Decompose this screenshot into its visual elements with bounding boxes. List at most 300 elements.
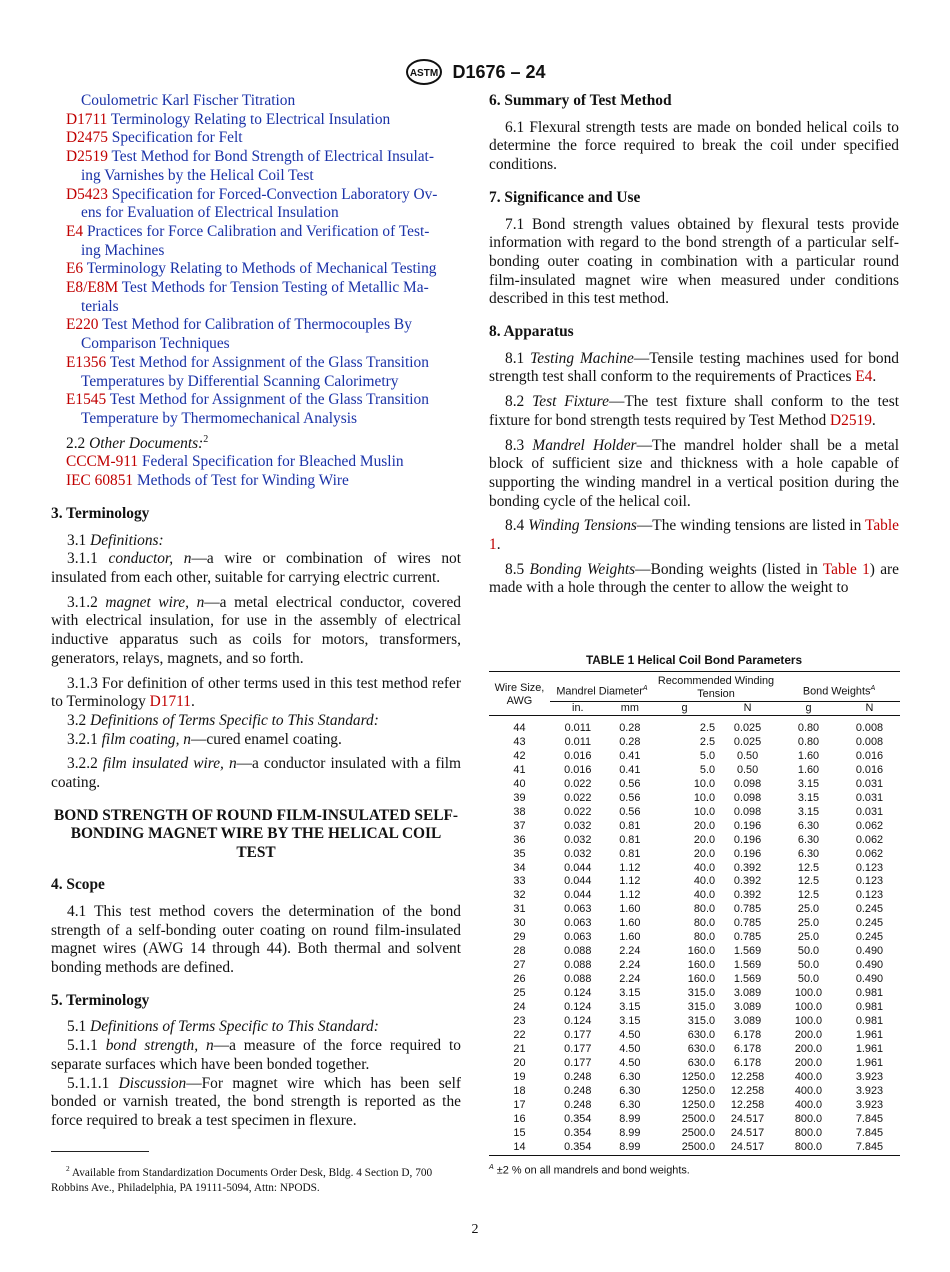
cell-awg: 16 bbox=[513, 1112, 526, 1125]
cell-awg: 38 bbox=[513, 805, 526, 818]
cell-tension-g: 5.0 bbox=[699, 763, 716, 776]
table-row bbox=[489, 1015, 900, 1029]
other-document-code-link[interactable]: CCCM-911 bbox=[66, 453, 139, 471]
table-row bbox=[489, 1071, 900, 1085]
svg-text:ASTM: ASTM bbox=[410, 68, 439, 79]
cell-tension-n: 0.50 bbox=[736, 749, 759, 762]
cell-bond-n: 0.016 bbox=[855, 749, 884, 762]
table-row bbox=[489, 716, 900, 736]
cell-tension-g: 630.0 bbox=[687, 1056, 716, 1069]
cell-mandrel-in: 0.022 bbox=[564, 805, 592, 818]
reference-code-link[interactable]: E8/E8M bbox=[66, 279, 119, 297]
definition-film-coating: 3.2.1 film coating, n—cured enamel coating. bbox=[67, 730, 342, 748]
cell-mandrel-mm: 1.12 bbox=[619, 875, 641, 888]
cell-tension-n: 3.089 bbox=[733, 1001, 762, 1014]
cell-mandrel-in: 0.063 bbox=[564, 903, 592, 916]
cell-tension-g: 2.5 bbox=[699, 735, 716, 748]
cell-bond-n: 0.123 bbox=[855, 861, 884, 874]
cell-mandrel-mm: 3.15 bbox=[619, 1015, 641, 1028]
table-row bbox=[489, 778, 900, 792]
cell-awg: 37 bbox=[513, 819, 526, 832]
cell-tension-g: 20.0 bbox=[693, 833, 716, 846]
cell-mandrel-in: 0.032 bbox=[564, 847, 592, 860]
cell-awg: 40 bbox=[513, 777, 526, 790]
cell-mandrel-in: 0.011 bbox=[564, 735, 592, 748]
cell-tension-g: 80.0 bbox=[693, 903, 716, 916]
reference-code-link[interactable]: D1711 bbox=[66, 110, 108, 128]
cell-tension-n: 1.569 bbox=[733, 945, 762, 958]
cell-tension-g: 160.0 bbox=[687, 959, 716, 972]
cell-tension-g: 40.0 bbox=[693, 875, 716, 888]
cell-bond-g: 1.60 bbox=[797, 763, 820, 776]
reference-item bbox=[51, 223, 461, 242]
discussion-5-1-1-1: 5.1.1.1 Discussion—For magnet wire which has been self bonded or varnish treated, the bond strength is reported as the force required to break a test specimen in flexure. bbox=[51, 1074, 461, 1129]
cell-bond-g: 100.0 bbox=[794, 1001, 823, 1014]
cell-tension-g: 315.0 bbox=[687, 1001, 716, 1014]
cell-bond-g: 400.0 bbox=[794, 1084, 823, 1097]
definition-film-insulated-wire: 3.2.2 film insulated wire, n—a conductor insulated with a film coating. bbox=[51, 755, 461, 792]
cell-bond-n: 0.490 bbox=[855, 959, 884, 972]
cell-tension-n: 1.569 bbox=[733, 973, 762, 986]
cell-tension-n: 0.098 bbox=[733, 791, 762, 804]
link-d1711[interactable]: D1711 bbox=[149, 693, 191, 711]
col-header-bond-weights: Bond Weights$^A$ bbox=[778, 672, 900, 702]
cell-tension-g: 315.0 bbox=[687, 987, 716, 1000]
cell-tension-n: 12.258 bbox=[730, 1098, 765, 1111]
cell-bond-g: 25.0 bbox=[797, 917, 820, 930]
cell-awg: 26 bbox=[513, 973, 526, 986]
cell-bond-n: 0.245 bbox=[855, 903, 884, 916]
section-6-1: 6.1 Flexural strength tests are made on bonded helical coils to determine the force required to break the coil under specified conditions. bbox=[489, 118, 899, 174]
cell-awg: 25 bbox=[513, 987, 526, 1000]
cell-bond-n: 7.845 bbox=[855, 1126, 884, 1139]
table-title: TABLE 1 Helical Coil Bond Parameters bbox=[585, 653, 803, 667]
cell-mandrel-in: 0.177 bbox=[564, 1028, 592, 1041]
cell-tension-n: 24.517 bbox=[730, 1140, 765, 1153]
other-document-title: Federal Specification for Bleached Muslin bbox=[141, 453, 404, 471]
col-header-tension: Recommended Winding Tension bbox=[654, 672, 778, 702]
reference-code-link[interactable]: E1356 bbox=[66, 353, 107, 371]
cell-mandrel-mm: 3.15 bbox=[619, 987, 641, 1000]
cell-bond-n: 3.923 bbox=[855, 1098, 884, 1111]
cell-awg: 19 bbox=[513, 1070, 526, 1083]
cell-awg: 21 bbox=[513, 1042, 526, 1055]
cell-bond-g: 800.0 bbox=[794, 1126, 823, 1139]
reference-title-continued: Temperatures by Differential Scanning Calorimetry bbox=[81, 372, 399, 390]
cell-bond-n: 0.123 bbox=[855, 889, 884, 902]
cell-tension-n: 0.025 bbox=[733, 722, 762, 734]
cell-awg: 30 bbox=[513, 917, 526, 930]
cell-tension-n: 0.392 bbox=[733, 889, 762, 902]
cell-mandrel-in: 0.088 bbox=[564, 959, 592, 972]
cell-mandrel-in: 0.022 bbox=[564, 777, 592, 790]
cell-bond-n: 0.981 bbox=[855, 1001, 884, 1014]
cell-tension-n: 3.089 bbox=[733, 1015, 762, 1028]
cell-mandrel-in: 0.354 bbox=[564, 1112, 592, 1125]
cell-tension-g: 160.0 bbox=[687, 945, 716, 958]
reference-code-link[interactable]: D5423 bbox=[66, 185, 108, 203]
cell-awg: 14 bbox=[513, 1140, 526, 1153]
section-3-2: 3.2 Definitions of Terms Specific to This Standard: bbox=[67, 711, 379, 729]
cell-bond-g: 25.0 bbox=[797, 931, 820, 944]
table-row bbox=[489, 1141, 900, 1155]
cell-tension-g: 315.0 bbox=[687, 1015, 716, 1028]
reference-code-link[interactable]: E1545 bbox=[66, 391, 107, 409]
cell-bond-n: 0.490 bbox=[855, 945, 884, 958]
footnote-2: $^2$ Available from Standardization Documents Order Desk, Bldg. 4 Section D, 700 Robbins Ave., Philadelphia, PA 19111-5094, Attn: NPODS. bbox=[51, 1164, 433, 1194]
table-row bbox=[489, 1043, 900, 1057]
other-documents-list bbox=[51, 453, 461, 490]
cell-awg: 34 bbox=[513, 861, 526, 874]
reference-item bbox=[51, 316, 461, 335]
right-column bbox=[489, 92, 899, 604]
definition-bond-strength: 5.1.1 bond strength, n—a measure of the force required to separate surfaces which have been bonded together. bbox=[51, 1037, 461, 1073]
section-3-heading: 3. Terminology bbox=[51, 504, 150, 522]
cell-bond-g: 50.0 bbox=[797, 959, 820, 972]
table-row bbox=[489, 1085, 900, 1099]
cell-tension-n: 0.785 bbox=[733, 931, 762, 944]
cell-awg: 22 bbox=[513, 1028, 526, 1041]
cell-tension-n: 6.178 bbox=[733, 1042, 762, 1055]
reference-code-link[interactable]: E220 bbox=[66, 316, 99, 334]
link-e4[interactable]: E4 bbox=[855, 368, 873, 386]
cell-awg: 15 bbox=[513, 1126, 526, 1139]
cell-tension-g: 1250.0 bbox=[681, 1098, 716, 1111]
cell-tension-g: 630.0 bbox=[687, 1028, 716, 1041]
cell-mandrel-mm: 8.99 bbox=[619, 1112, 641, 1125]
cell-bond-g: 6.30 bbox=[797, 819, 820, 832]
reference-title-continued: ing Varnishes by the Helical Coil Test bbox=[81, 166, 314, 184]
cell-tension-g: 40.0 bbox=[693, 889, 716, 902]
cell-awg: 18 bbox=[513, 1084, 526, 1097]
cell-mandrel-in: 0.044 bbox=[564, 861, 592, 874]
other-document-code-link[interactable]: IEC 60851 bbox=[66, 472, 134, 490]
reference-title: Test Method for Bond Strength of Electrical Insulat- bbox=[111, 148, 434, 166]
table-row bbox=[489, 806, 900, 820]
table-row bbox=[489, 917, 900, 931]
cell-mandrel-in: 0.354 bbox=[564, 1140, 592, 1153]
reference-title: Test Method for Calibration of Thermocouples By bbox=[102, 316, 412, 334]
table-row bbox=[489, 750, 900, 764]
other-document-title: Methods of Test for Winding Wire bbox=[136, 472, 349, 490]
link-table-1[interactable]: Table 1 bbox=[822, 560, 870, 578]
cell-mandrel-in: 0.177 bbox=[564, 1042, 592, 1055]
link-d2519[interactable]: D2519 bbox=[830, 411, 872, 429]
reference-title-continued: Comparison Techniques bbox=[81, 335, 230, 353]
definition-conductor: 3.1.1 conductor, n—a wire or combination of wires not insulated from each other, suitable for carrying electric current. bbox=[51, 550, 461, 586]
cell-bond-g: 100.0 bbox=[794, 1015, 823, 1028]
section-8-1: 8.1 Testing Machine—Tensile testing machines used for bond strength test shall conform to the requirements of Practices E4. bbox=[489, 349, 899, 386]
cell-tension-n: 12.258 bbox=[730, 1070, 765, 1083]
cell-mandrel-mm: 4.50 bbox=[619, 1042, 641, 1055]
reference-item bbox=[51, 129, 461, 148]
section-8-2: 8.2 Test Fixture—The test fixture shall conform to the test fixture for bond strength tests required by Test Method D2519. bbox=[489, 393, 899, 429]
table-row bbox=[489, 1029, 900, 1043]
section-2-2: 2.2 Other Documents:$^2$ bbox=[66, 433, 209, 452]
cell-bond-n: 0.062 bbox=[855, 833, 884, 846]
table-row bbox=[489, 1113, 900, 1127]
cell-tension-n: 0.025 bbox=[733, 735, 762, 748]
cell-mandrel-mm: 0.41 bbox=[619, 749, 641, 762]
cell-mandrel-in: 0.032 bbox=[564, 833, 592, 846]
cell-bond-n: 3.923 bbox=[855, 1070, 884, 1083]
cell-mandrel-in: 0.022 bbox=[564, 791, 592, 804]
cell-tension-g: 20.0 bbox=[693, 847, 716, 860]
unit-n: N bbox=[743, 702, 752, 714]
reference-title: Coulometric Karl Fischer Titration bbox=[81, 92, 296, 109]
cell-bond-g: 3.15 bbox=[797, 777, 820, 790]
cell-mandrel-mm: 0.81 bbox=[619, 847, 641, 860]
reference-title: Terminology Relating to Methods of Mechanical Testing bbox=[86, 260, 437, 278]
cell-mandrel-mm: 8.99 bbox=[619, 1140, 641, 1153]
cell-tension-g: 10.0 bbox=[693, 805, 716, 818]
section-8-5: 8.5 Bonding Weights—Bonding weights (listed in Table 1) are made with a hole through the center to allow the weight to bbox=[489, 560, 899, 597]
cell-mandrel-mm: 0.41 bbox=[619, 763, 641, 776]
cell-bond-n: 0.981 bbox=[855, 1015, 884, 1028]
table-row bbox=[489, 736, 900, 750]
cell-tension-g: 10.0 bbox=[693, 791, 716, 804]
reference-title-continued: terials bbox=[81, 297, 119, 315]
reference-item bbox=[51, 92, 461, 111]
reference-title: Specification for Felt bbox=[111, 129, 243, 147]
section-8-3: 8.3 Mandrel Holder—The mandrel holder shall be a metal block of sufficient size and thickness with a hole capable of supporting the winding mandrel in a vertical position during the bonding cycle of the helical coil. bbox=[489, 436, 899, 510]
cell-mandrel-mm: 8.99 bbox=[619, 1126, 641, 1139]
cell-tension-g: 5.0 bbox=[699, 749, 716, 762]
cell-tension-g: 2.5 bbox=[699, 722, 716, 734]
cell-mandrel-in: 0.248 bbox=[564, 1084, 592, 1097]
cell-bond-n: 0.008 bbox=[855, 722, 884, 734]
table-row bbox=[489, 1057, 900, 1071]
cell-mandrel-in: 0.248 bbox=[564, 1070, 592, 1083]
cell-mandrel-in: 0.124 bbox=[564, 987, 592, 1000]
cell-bond-n: 0.245 bbox=[855, 917, 884, 930]
cell-mandrel-mm: 6.30 bbox=[619, 1084, 641, 1097]
cell-bond-g: 3.15 bbox=[797, 791, 820, 804]
cell-bond-n: 1.961 bbox=[855, 1042, 884, 1055]
reference-title: Test Method for Assignment of the Glass Transition bbox=[109, 353, 429, 371]
section-7-1: 7.1 Bond strength values obtained by flexural tests provide information with regard to the bond strength of a particular self-bonding outer coating in combination with a particular round film-insulated magnet wire when measured under conditions described in this test method. bbox=[489, 215, 899, 308]
cell-tension-g: 10.0 bbox=[693, 777, 716, 790]
cell-awg: 29 bbox=[513, 931, 526, 944]
cell-tension-n: 0.098 bbox=[733, 777, 762, 790]
cell-mandrel-in: 0.032 bbox=[564, 819, 592, 832]
cell-bond-g: 12.5 bbox=[797, 875, 820, 888]
table-row bbox=[489, 1127, 900, 1141]
link-table-1[interactable]: Table 1 bbox=[489, 517, 899, 554]
cell-bond-n: 0.062 bbox=[855, 819, 884, 832]
reference-title: Practices for Force Calibration and Verification of Test- bbox=[86, 222, 430, 240]
definition-magnet-wire: 3.1.2 magnet wire, n—a metal electrical conductor, covered with electrical insulation, for use in the assembly of electrical inductive apparatus such as coils for motors, transformers, generators, relays, magnets, and so forth. bbox=[51, 593, 461, 667]
cell-bond-g: 0.80 bbox=[797, 722, 820, 734]
cell-tension-g: 40.0 bbox=[693, 861, 716, 874]
reference-code-link[interactable]: E6 bbox=[66, 260, 84, 278]
table-body bbox=[489, 716, 900, 1156]
cell-tension-n: 0.098 bbox=[733, 805, 762, 818]
cell-bond-g: 200.0 bbox=[794, 1042, 823, 1055]
cell-awg: 28 bbox=[513, 945, 526, 958]
cell-tension-n: 24.517 bbox=[730, 1126, 765, 1139]
reference-title: Specification for Forced-Convection Laboratory Ov- bbox=[111, 185, 438, 203]
cell-bond-g: 50.0 bbox=[797, 945, 820, 958]
cell-bond-n: 0.123 bbox=[855, 875, 884, 888]
cell-bond-n: 7.845 bbox=[855, 1112, 884, 1125]
cell-bond-n: 0.031 bbox=[855, 777, 884, 790]
cell-mandrel-in: 0.248 bbox=[564, 1098, 592, 1111]
cell-awg: 33 bbox=[513, 875, 526, 888]
cell-bond-g: 6.30 bbox=[797, 847, 820, 860]
cell-awg: 41 bbox=[513, 763, 526, 776]
cell-bond-g: 1.60 bbox=[797, 749, 820, 762]
cell-mandrel-in: 0.011 bbox=[564, 722, 592, 734]
unit-in: in. bbox=[572, 702, 584, 714]
reference-code-link[interactable]: D2519 bbox=[66, 148, 108, 166]
col-header-wire-size: Wire Size, AWG bbox=[494, 682, 545, 707]
cell-mandrel-in: 0.063 bbox=[564, 917, 592, 930]
cell-mandrel-mm: 0.28 bbox=[619, 735, 641, 748]
section-5-heading: 5. Terminology bbox=[51, 991, 150, 1009]
document-designation: D1676 – 24 bbox=[452, 61, 546, 82]
cell-mandrel-in: 0.016 bbox=[564, 763, 592, 776]
cell-bond-g: 6.30 bbox=[797, 833, 820, 846]
table-row bbox=[489, 792, 900, 806]
section-3-1-3: 3.1.3 For definition of other terms used in this test method refer to Terminology D1711. bbox=[51, 674, 461, 711]
cell-tension-n: 12.258 bbox=[730, 1084, 765, 1097]
cell-awg: 42 bbox=[513, 749, 526, 762]
cell-tension-n: 0.50 bbox=[736, 763, 759, 776]
cell-mandrel-mm: 1.60 bbox=[619, 903, 641, 916]
section-7-heading: 7. Significance and Use bbox=[489, 188, 641, 206]
cell-bond-g: 25.0 bbox=[797, 903, 820, 916]
unit-mm: mm bbox=[620, 702, 639, 714]
col-header-mandrel: Mandrel Diameter$^A$ bbox=[550, 672, 654, 702]
cell-bond-n: 1.961 bbox=[855, 1028, 884, 1041]
reference-item bbox=[51, 260, 461, 279]
cell-mandrel-mm: 4.50 bbox=[619, 1056, 641, 1069]
cell-bond-g: 12.5 bbox=[797, 889, 820, 902]
table-row bbox=[489, 973, 900, 987]
cell-bond-n: 0.490 bbox=[855, 973, 884, 986]
cell-mandrel-mm: 0.28 bbox=[619, 722, 641, 734]
section-5-1: 5.1 Definitions of Terms Specific to This Standard: bbox=[67, 1018, 379, 1036]
section-6-heading: 6. Summary of Test Method bbox=[489, 92, 672, 109]
cell-tension-g: 1250.0 bbox=[681, 1084, 716, 1097]
reference-item bbox=[51, 279, 461, 298]
section-4-heading: 4. Scope bbox=[51, 876, 105, 894]
cell-bond-g: 400.0 bbox=[794, 1098, 823, 1111]
cell-tension-g: 2500.0 bbox=[681, 1112, 716, 1125]
cell-bond-g: 100.0 bbox=[794, 987, 823, 1000]
page-number: 2 bbox=[471, 1222, 479, 1237]
table-row bbox=[489, 875, 900, 889]
cell-mandrel-in: 0.063 bbox=[564, 931, 592, 944]
cell-tension-g: 80.0 bbox=[693, 917, 716, 930]
cell-awg: 23 bbox=[513, 1015, 526, 1028]
page-header bbox=[0, 58, 950, 86]
cell-mandrel-mm: 6.30 bbox=[619, 1098, 641, 1111]
cell-mandrel-mm: 3.15 bbox=[619, 1001, 641, 1014]
unit-n: N bbox=[865, 702, 874, 714]
cell-mandrel-mm: 1.12 bbox=[619, 889, 641, 902]
cell-tension-n: 0.392 bbox=[733, 875, 762, 888]
cell-awg: 27 bbox=[513, 959, 526, 972]
cell-tension-g: 630.0 bbox=[687, 1042, 716, 1055]
cell-bond-n: 0.016 bbox=[855, 763, 884, 776]
table-row bbox=[489, 959, 900, 973]
reference-code-link[interactable]: D2475 bbox=[66, 129, 108, 147]
cell-tension-g: 160.0 bbox=[687, 973, 716, 986]
cell-tension-n: 6.178 bbox=[733, 1028, 762, 1041]
reference-item bbox=[51, 354, 461, 373]
cell-mandrel-in: 0.354 bbox=[564, 1126, 592, 1139]
reference-title-continued: ing Machines bbox=[81, 241, 165, 259]
table-row bbox=[489, 903, 900, 917]
cell-tension-n: 24.517 bbox=[730, 1112, 765, 1125]
cell-awg: 24 bbox=[513, 1001, 526, 1014]
cell-bond-n: 3.923 bbox=[855, 1084, 884, 1097]
cell-tension-n: 1.569 bbox=[733, 959, 762, 972]
cell-mandrel-in: 0.088 bbox=[564, 973, 592, 986]
cell-tension-g: 20.0 bbox=[693, 819, 716, 832]
table-row bbox=[489, 848, 900, 862]
section-8-4: 8.4 Winding Tensions—The winding tensions are listed in Table 1. bbox=[489, 517, 899, 554]
cell-mandrel-in: 0.124 bbox=[564, 1001, 592, 1014]
table-row bbox=[489, 931, 900, 945]
cell-bond-g: 3.15 bbox=[797, 805, 820, 818]
cell-mandrel-in: 0.016 bbox=[564, 749, 592, 762]
cell-mandrel-in: 0.044 bbox=[564, 875, 592, 888]
astm-logo-icon bbox=[404, 58, 444, 86]
cell-awg: 31 bbox=[513, 903, 526, 916]
cell-tension-n: 0.785 bbox=[733, 903, 762, 916]
cell-bond-g: 200.0 bbox=[794, 1028, 823, 1041]
cell-awg: 17 bbox=[513, 1098, 526, 1111]
cell-bond-g: 800.0 bbox=[794, 1112, 823, 1125]
reference-title: Test Method for Assignment of the Glass Transition bbox=[109, 391, 429, 409]
table-row bbox=[489, 764, 900, 778]
cell-tension-n: 0.196 bbox=[733, 833, 762, 846]
section-8-heading: 8. Apparatus bbox=[489, 323, 574, 341]
table-row bbox=[489, 820, 900, 834]
cell-mandrel-in: 0.044 bbox=[564, 889, 592, 902]
cell-mandrel-mm: 2.24 bbox=[619, 973, 641, 986]
cell-awg: 35 bbox=[513, 847, 526, 860]
reference-title-continued: ens for Evaluation of Electrical Insulation bbox=[81, 204, 339, 222]
cell-tension-n: 3.089 bbox=[733, 987, 762, 1000]
footnote-rule bbox=[51, 1151, 149, 1152]
reference-item bbox=[51, 186, 461, 205]
table-row bbox=[489, 945, 900, 959]
table-row bbox=[489, 1001, 900, 1015]
reference-code-link[interactable]: E4 bbox=[66, 222, 84, 240]
other-document-item bbox=[51, 472, 461, 491]
cell-mandrel-mm: 1.12 bbox=[619, 861, 641, 874]
cell-bond-g: 50.0 bbox=[797, 973, 820, 986]
cell-bond-n: 0.008 bbox=[855, 735, 884, 748]
reference-item bbox=[51, 391, 461, 410]
cell-mandrel-mm: 4.50 bbox=[619, 1028, 641, 1041]
table-row bbox=[489, 862, 900, 876]
cell-mandrel-mm: 0.81 bbox=[619, 819, 641, 832]
cell-mandrel-in: 0.124 bbox=[564, 1015, 592, 1028]
cell-tension-g: 1250.0 bbox=[681, 1070, 716, 1083]
table-row bbox=[489, 834, 900, 848]
unit-g: g bbox=[805, 702, 812, 714]
cell-mandrel-mm: 2.24 bbox=[619, 945, 641, 958]
cell-awg: 32 bbox=[513, 889, 526, 902]
cell-tension-n: 6.178 bbox=[733, 1056, 762, 1069]
cell-bond-n: 1.961 bbox=[855, 1056, 884, 1069]
cell-tension-g: 80.0 bbox=[693, 931, 716, 944]
